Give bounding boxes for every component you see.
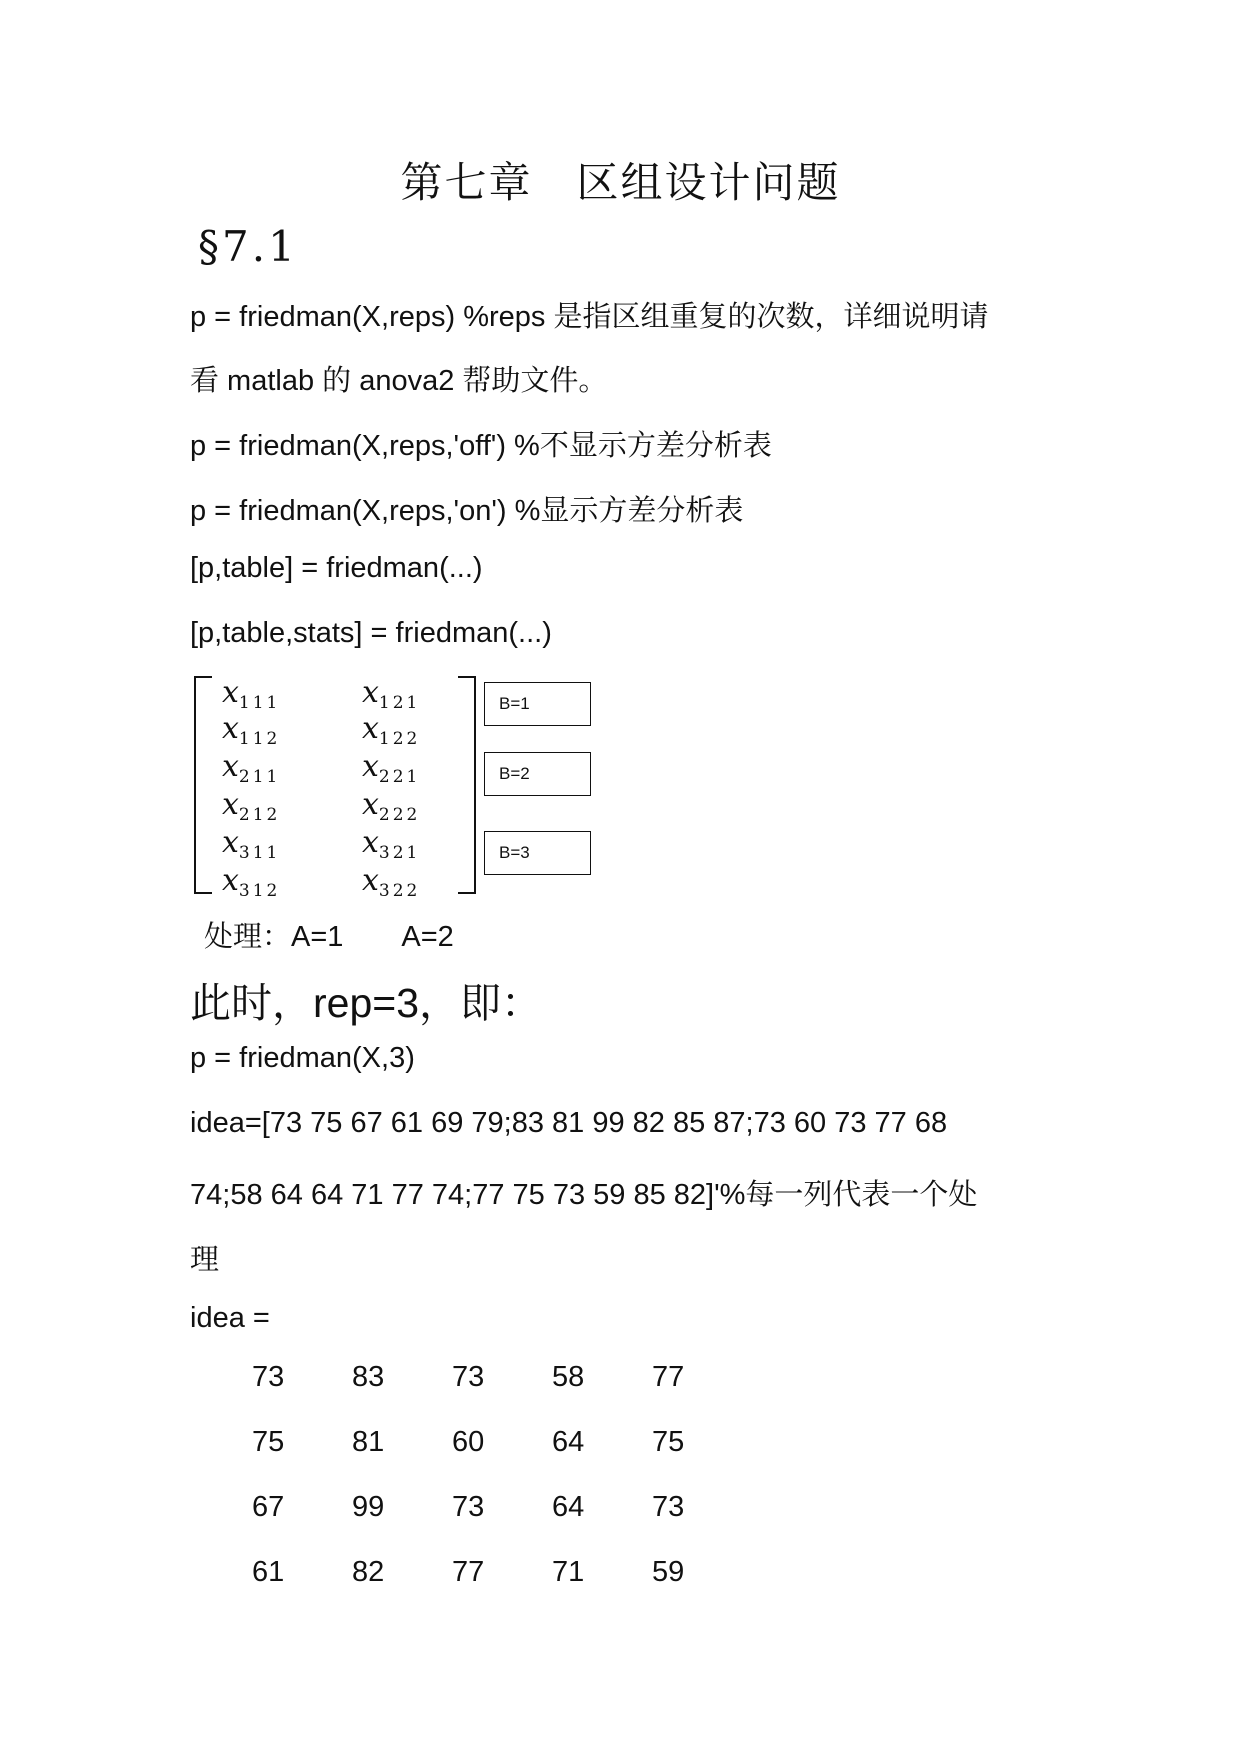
treatment-label: 处理：A=1 A=2 [204,921,454,953]
text-line-2: 看 matlab 的 anova2 帮助文件。 [190,365,608,397]
grid-value: 73 [452,1361,485,1393]
code-line-on: p = friedman(X,reps,'on') %显示方差分析表 [190,495,744,527]
matrix-cell: $x_{122}$ [362,711,421,749]
grid-value: 82 [352,1556,385,1588]
grid-value: 61 [252,1556,285,1588]
code-line-idea-3: 理 [190,1244,220,1276]
code-line-idea-1: idea=[73 75 67 61 69 79;83 81 99 82 85 87;73 60 73 77 68 [190,1107,948,1139]
code-line-idea-2: 74;58 64 64 71 77 74;77 75 73 59 85 82]'%每一列代表一个处 [190,1179,978,1211]
matrix-cell: $x_{312}$ [222,863,281,901]
matrix-cell: $x_{121}$ [362,675,421,713]
grid-value: 83 [352,1361,385,1393]
data-matrix [194,675,476,901]
code-line-idea-output: idea = [190,1302,270,1334]
grid-value: 77 [452,1556,485,1588]
matrix-cell: $x_{322}$ [362,863,421,901]
matrix-cell: $x_{112}$ [222,711,281,749]
grid-value: 75 [252,1426,285,1458]
grid-value: 77 [652,1361,685,1393]
matrix-right-bracket [458,676,476,894]
grid-value: 99 [352,1491,385,1523]
matrix-cell: $x_{211}$ [222,749,281,787]
grid-value: 67 [252,1491,285,1523]
grid-value: 81 [352,1426,385,1458]
block-label-3: B=3 [484,831,591,875]
grid-value: 75 [652,1426,685,1458]
code-line-off: p = friedman(X,reps,'off') %不显示方差分析表 [190,430,772,462]
code-line-friedman-call: p = friedman(X,3) [190,1042,415,1074]
matrix-left-bracket [194,676,212,894]
block-label-2: B=2 [484,752,591,796]
matrix-cell: $x_{321}$ [362,825,421,863]
matrix-cell: $x_{212}$ [222,787,281,825]
code-line-stats: [p,table,stats] = friedman(...) [190,617,552,649]
grid-value: 59 [652,1556,685,1588]
grid-value: 60 [452,1426,485,1458]
grid-value: 73 [652,1491,685,1523]
grid-value: 73 [252,1361,285,1393]
section-heading: §7.1 [198,222,298,271]
grid-value: 64 [552,1491,585,1523]
matrix-cell: $x_{311}$ [222,825,281,863]
matrix-cell: $x_{221}$ [362,749,421,787]
text-line-1: p = friedman(X,reps) %reps 是指区组重复的次数，详细说明请 [190,301,989,333]
matrix-cell: $x_{111}$ [222,675,281,713]
chapter-title: 第七章 区组设计问题 [400,158,841,207]
matrix-cell: $x_{222}$ [362,787,421,825]
grid-value: 58 [552,1361,585,1393]
grid-value: 71 [552,1556,585,1588]
block-label-1: B=1 [484,682,591,726]
grid-value: 64 [552,1426,585,1458]
code-line-table: [p,table] = friedman(...) [190,552,483,584]
rep-statement: 此时，rep=3，即： [190,980,543,1026]
grid-value: 73 [452,1491,485,1523]
